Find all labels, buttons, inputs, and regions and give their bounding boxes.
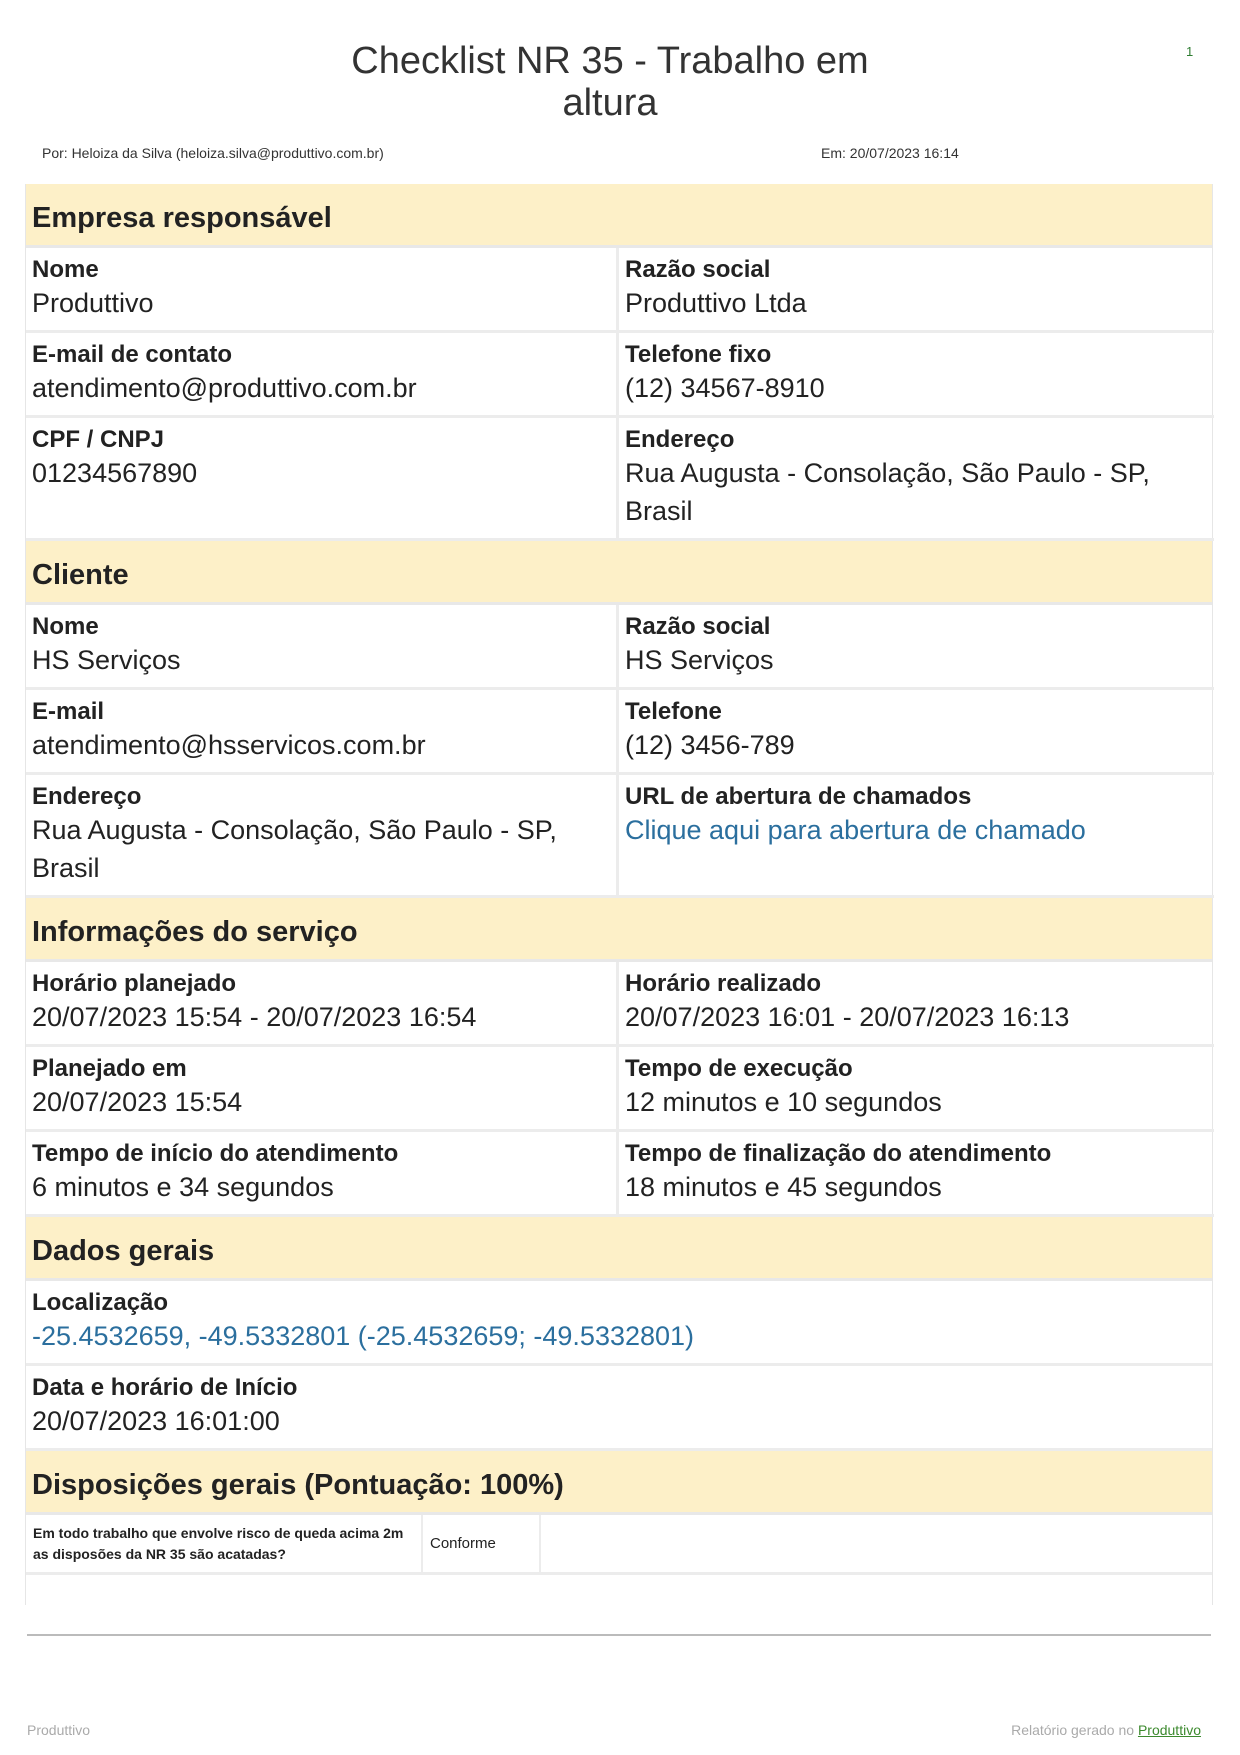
checklist-answer: Conforme — [423, 1515, 541, 1573]
field-label: Nome — [32, 256, 99, 283]
open-ticket-link[interactable]: Clique aqui para abertura de chamado — [625, 815, 1086, 845]
field-label: Razão social — [625, 256, 771, 283]
field-value: (12) 3456-789 — [625, 730, 795, 760]
title-line-2: altura — [562, 82, 658, 124]
field-tempo-execucao — [619, 1047, 1214, 1132]
field-value: 20/07/2023 16:01:00 — [32, 1406, 280, 1436]
field-label: Tempo de início do atendimento — [32, 1140, 399, 1167]
field-label: CPF / CNPJ — [32, 426, 165, 453]
field-value: HS Serviços — [625, 645, 774, 675]
field-horario-planejado — [26, 962, 619, 1047]
author-info: Por: Heloiza da Silva (heloiza.silva@produttivo.com.br) — [42, 145, 384, 161]
report-title — [300, 40, 920, 124]
field-label: URL de abertura de chamados — [625, 783, 972, 810]
field-value: atendimento@produttivo.com.br — [32, 373, 417, 403]
field-endereco — [619, 418, 1214, 541]
field-label: Tempo de execução — [625, 1055, 853, 1082]
footer-brand: Produttivo — [27, 1722, 91, 1738]
field-value: 12 minutos e 10 segundos — [625, 1087, 942, 1117]
section-servico-title: Informações do serviço — [26, 898, 1212, 962]
field-value: Produttivo — [32, 288, 154, 318]
field-value: Produttivo Ltda — [625, 288, 807, 318]
section-disposicoes-title: Disposições gerais (Pontuação: 100%) — [26, 1451, 1212, 1515]
footer-produttivo-link[interactable]: Produttivo — [1137, 1722, 1201, 1738]
field-endereco — [26, 775, 619, 898]
section-dados-title: Dados gerais — [26, 1217, 1212, 1281]
footer-generated-text: Relatório gerado no — [1011, 1722, 1135, 1738]
field-value: 20/07/2023 15:54 - 20/07/2023 16:54 — [32, 1002, 477, 1032]
field-label: Endereço — [32, 783, 142, 810]
field-value: Rua Augusta - Consolação, São Paulo - SP, Brasil — [32, 815, 557, 883]
field-value: 18 minutos e 45 segundos — [625, 1172, 942, 1202]
checklist-comment — [541, 1515, 1212, 1573]
field-url-chamados — [619, 775, 1214, 898]
field-value: 01234567890 — [32, 458, 198, 488]
field-label: E-mail — [32, 698, 105, 725]
empresa-fields — [26, 248, 1212, 541]
field-label: Horário realizado — [625, 970, 822, 997]
field-razao-social — [619, 248, 1214, 333]
footer-generated — [1011, 1722, 1201, 1738]
field-razao-social — [619, 605, 1214, 690]
cliente-fields — [26, 605, 1212, 898]
field-cpf-cnpj — [26, 418, 619, 541]
field-nome — [26, 605, 619, 690]
field-planejado-em — [26, 1047, 619, 1132]
field-label: Horário planejado — [32, 970, 237, 997]
field-tempo-finalizacao — [619, 1132, 1214, 1217]
field-label: E-mail de contato — [32, 341, 233, 368]
field-label: Telefone — [625, 698, 722, 725]
checklist-question: Em todo trabalho que envolve risco de queda acima 2m as disposões da NR 35 são acatadas? — [26, 1515, 423, 1573]
field-label: Endereço — [625, 426, 735, 453]
field-nome — [26, 248, 619, 333]
field-label: Data e horário de Início — [32, 1374, 298, 1401]
field-value: Rua Augusta - Consolação, São Paulo - SP, Brasil — [625, 458, 1150, 526]
field-localizacao — [26, 1281, 1212, 1366]
checklist-item — [26, 1515, 1212, 1575]
field-label: Razão social — [625, 613, 771, 640]
field-telefone — [619, 333, 1214, 418]
footer-divider — [27, 1634, 1211, 1636]
field-value: 20/07/2023 16:01 - 20/07/2023 16:13 — [625, 1002, 1070, 1032]
field-label: Planejado em — [32, 1055, 187, 1082]
title-line-1: Checklist NR 35 - Trabalho em — [351, 40, 869, 82]
field-value: 20/07/2023 15:54 — [32, 1087, 243, 1117]
section-cliente-title: Cliente — [26, 541, 1212, 605]
section-empresa-title: Empresa responsável — [26, 184, 1212, 248]
field-value: (12) 34567-8910 — [625, 373, 825, 403]
report-date: Em: 20/07/2023 16:14 — [821, 145, 959, 161]
field-telefone — [619, 690, 1214, 775]
field-value: HS Serviços — [32, 645, 181, 675]
field-label: Nome — [32, 613, 99, 640]
field-label: Localização — [32, 1289, 169, 1316]
field-tempo-inicio — [26, 1132, 619, 1217]
field-data-inicio — [26, 1366, 1212, 1451]
field-horario-realizado — [619, 962, 1214, 1047]
field-label: Tempo de finalização do atendimento — [625, 1140, 1052, 1167]
report-body — [25, 184, 1213, 1605]
field-email — [26, 333, 619, 418]
servico-fields — [26, 962, 1212, 1217]
field-value: 6 minutos e 34 segundos — [32, 1172, 334, 1202]
field-value: atendimento@hsservicos.com.br — [32, 730, 426, 760]
field-email — [26, 690, 619, 775]
page-number: 1 — [1186, 44, 1194, 59]
location-link[interactable]: -25.4532659, -49.5332801 (-25.4532659; -49.5332801) — [32, 1321, 695, 1351]
spacer — [26, 1575, 1212, 1605]
field-label: Telefone fixo — [625, 341, 772, 368]
